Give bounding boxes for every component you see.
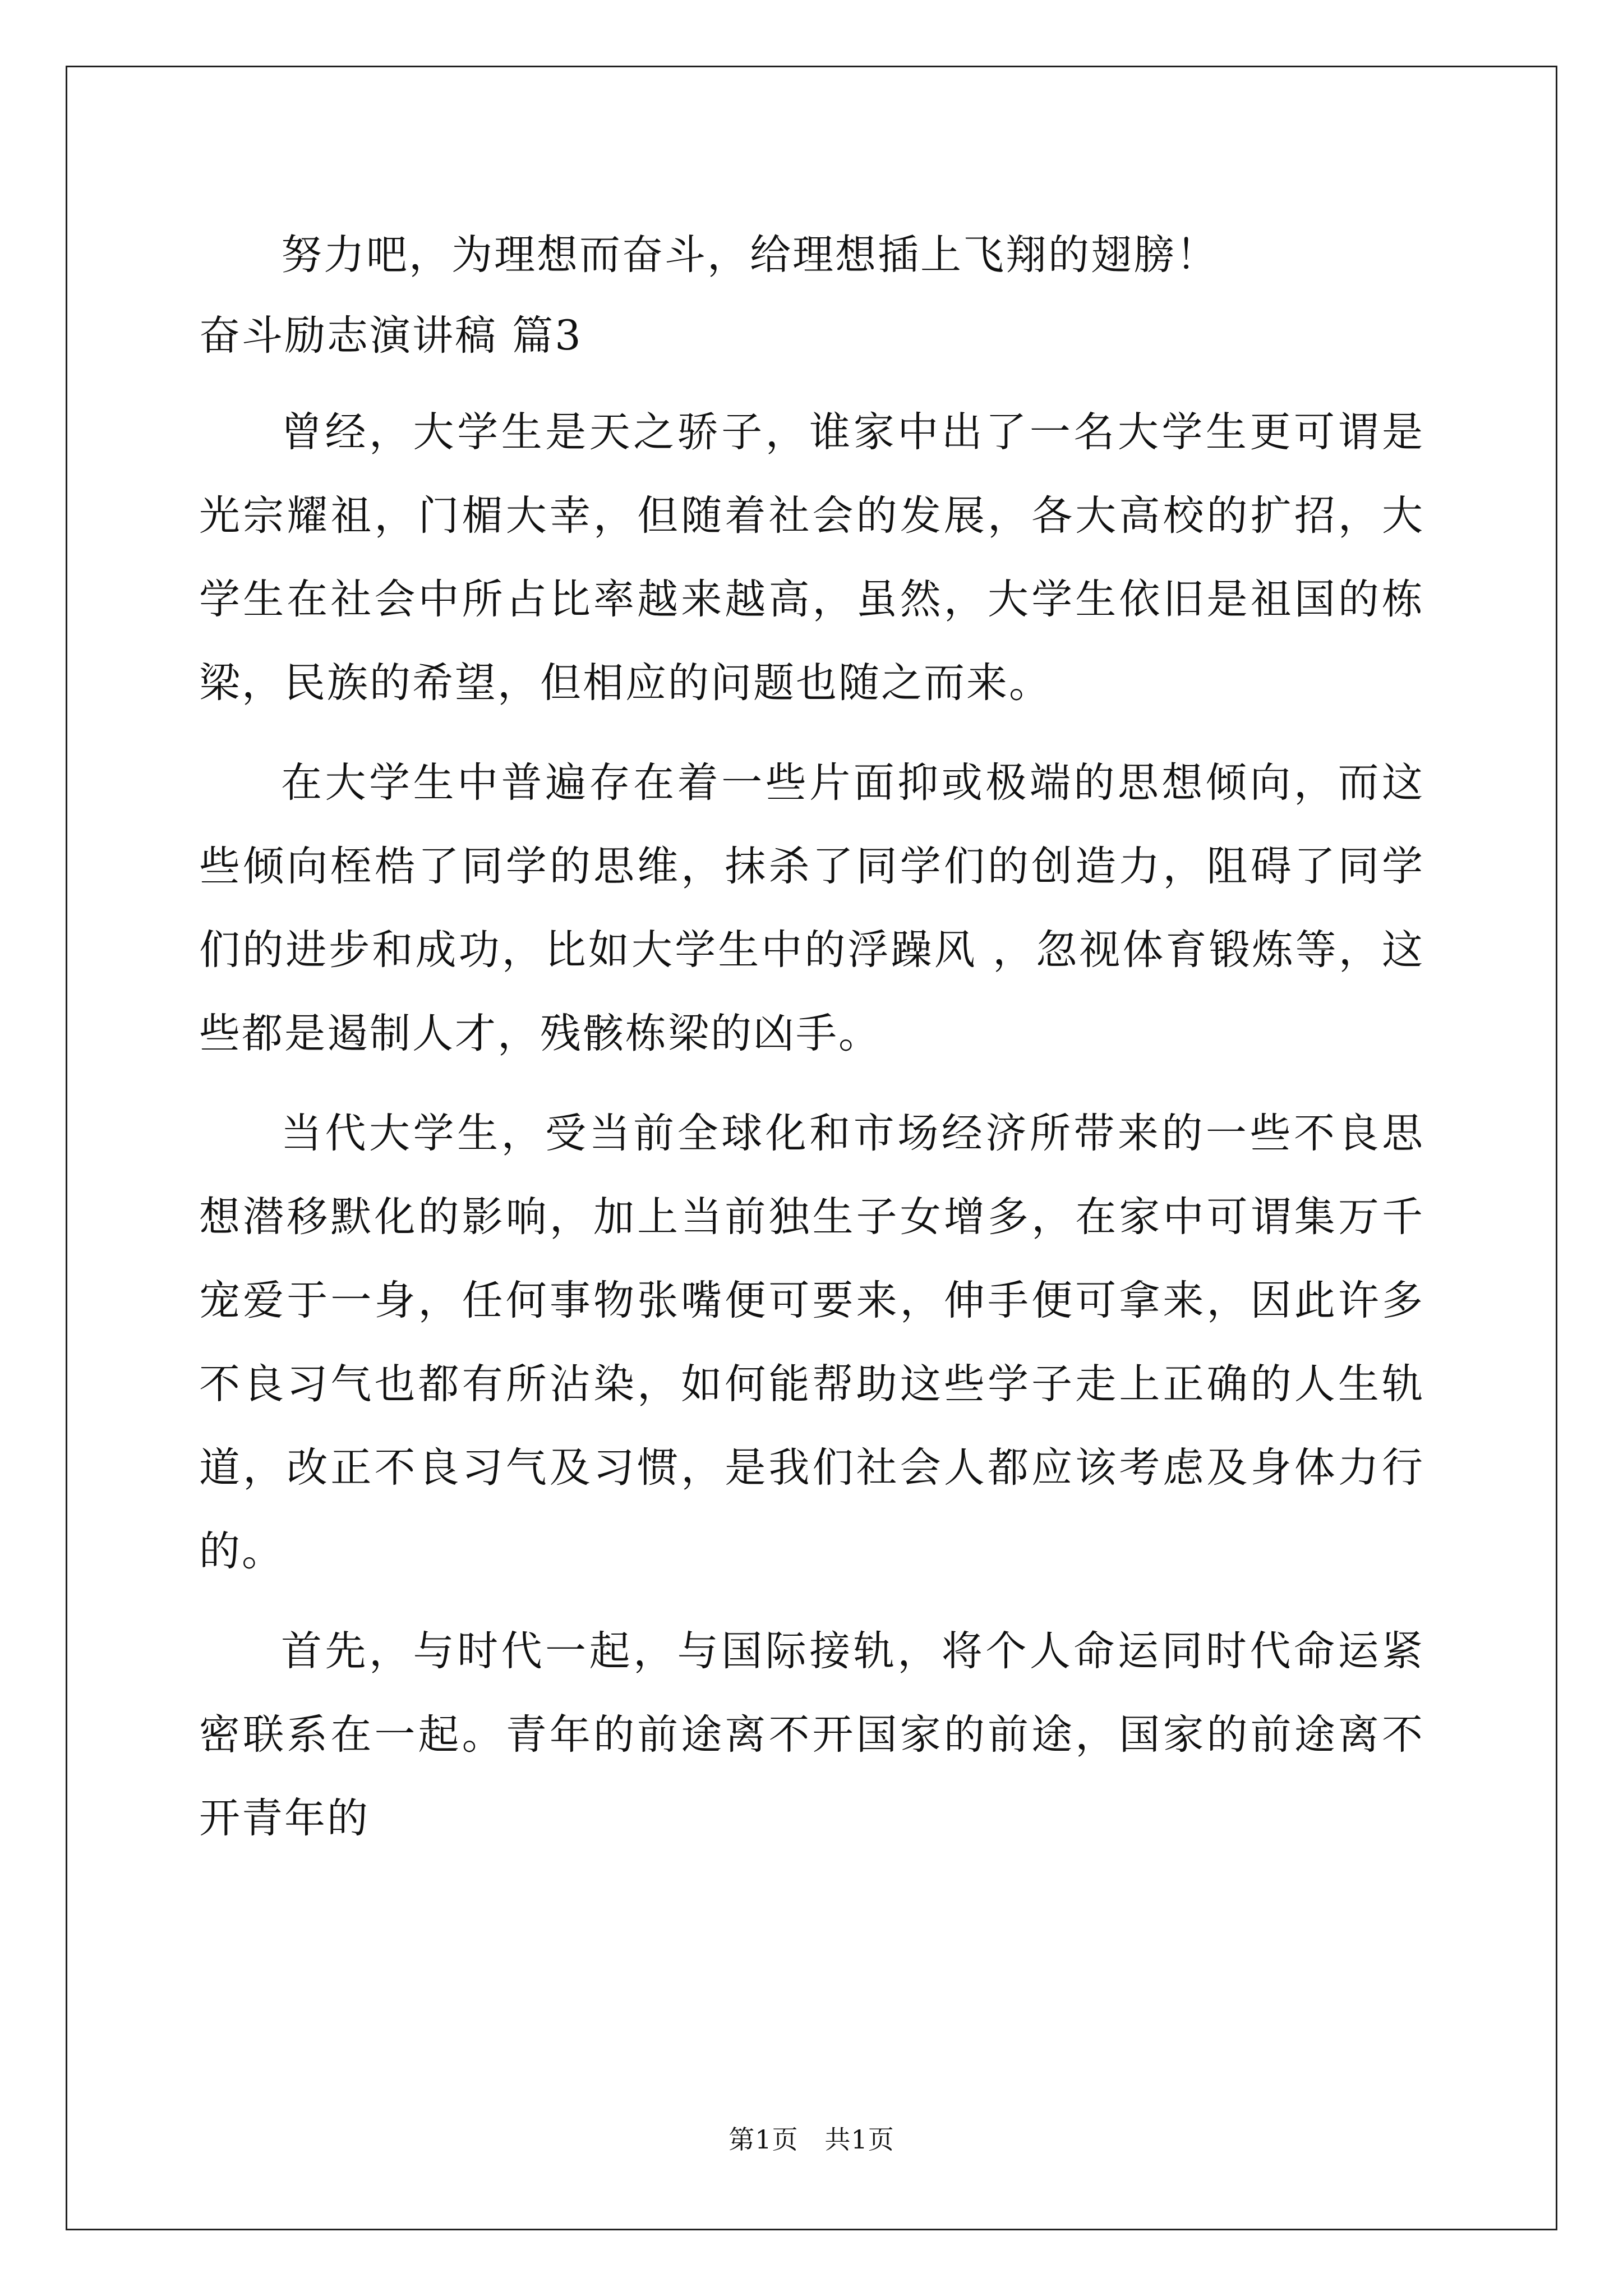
intro-paragraph: 努力吧，为理想而奋斗，给理想插上飞翔的翅膀！ bbox=[281, 231, 1219, 279]
paragraph-3: 当代大学生，受当前全球化和市场经济所带来的一些不良思想潜移默化的影响，加上当前独生子女增多，在家中可谓集万千宠爱于一身，任何事物张嘴便可要来，伸手便可拿来，因此许多不良习气也都有所沾染，如何能帮助这些学子走上正确的人生轨道，改正不良习气及习惯，是我们社会人都应该考虑及身体力行的。 bbox=[199, 1110, 1424, 1575]
document-body bbox=[199, 213, 1424, 1860]
section-heading: 奋斗励志演讲稿 篇3 bbox=[199, 312, 583, 360]
paragraph-4: 首先，与时代一起，与国际接轨，将个人命运同时代命运紧密联系在一起。青年的前途离不开国家的前途，国家的前途离不开青年的 bbox=[199, 1627, 1424, 1842]
page-footer: 第1页 共1页 bbox=[728, 2124, 895, 2155]
paragraph-2: 在大学生中普遍存在着一些片面抑或极端的思想倾向，而这些倾向桎梏了同学的思维，抹杀了同学们的创造力，阻碍了同学们的进步和成功，比如大学生中的浮躁风 ，忽视体育锻炼等，这些都是遏制人才，残骸栋梁的凶手。 bbox=[199, 759, 1425, 1057]
paragraph-1: 曾经，大学生是天之骄子，谁家中出了一名大学生更可谓是光宗耀祖，门楣大幸，但随着社会的发展，各大高校的扩招，大学生在社会中所占比率越来越高，虽然，大学生依旧是祖国的栋梁，民族的希望，但相应的问题也随之而来。 bbox=[199, 408, 1424, 707]
